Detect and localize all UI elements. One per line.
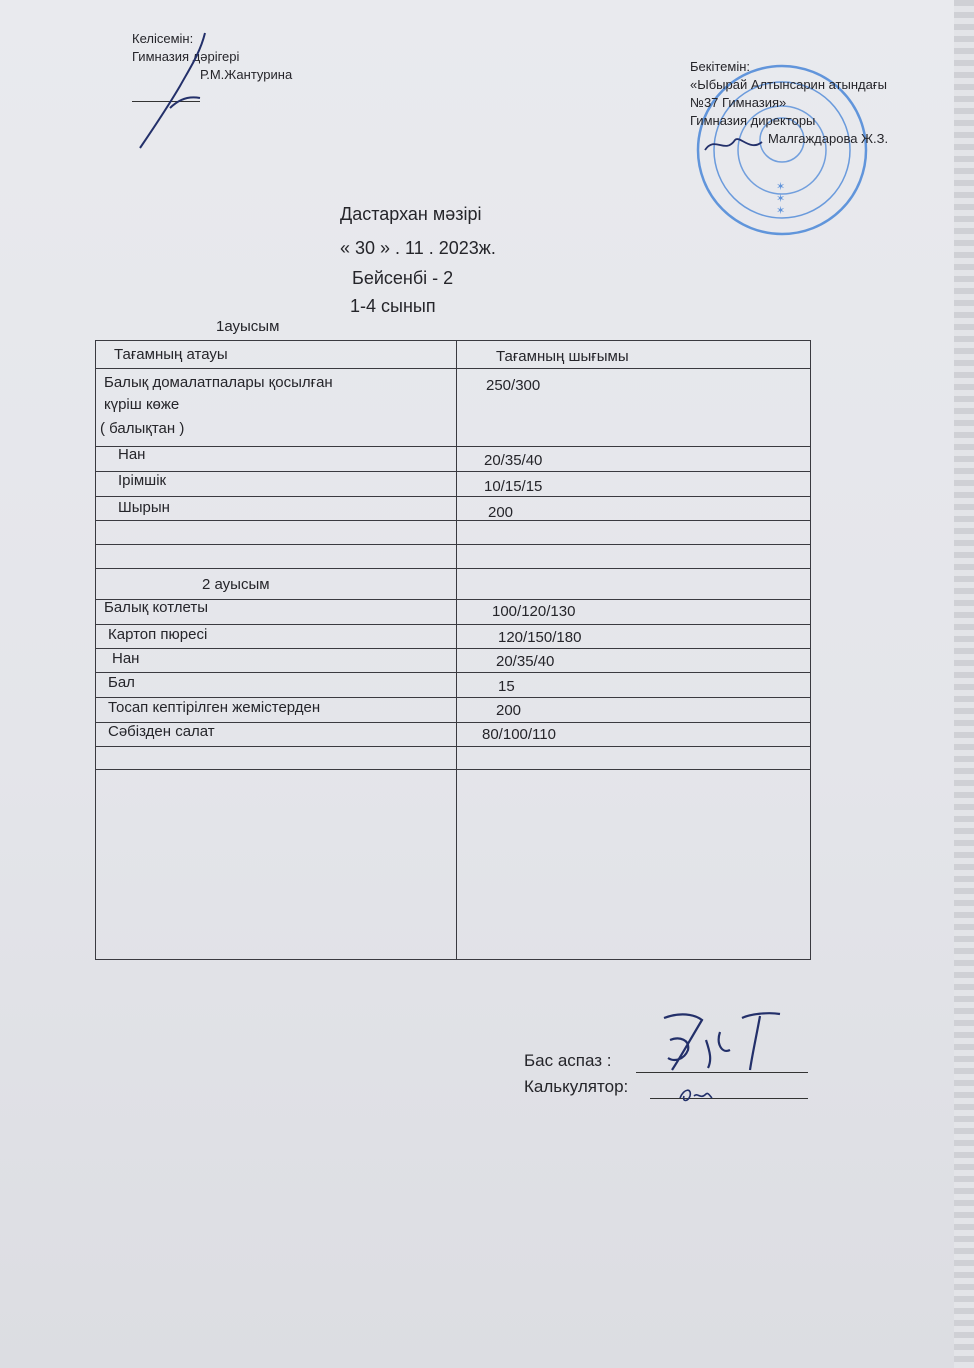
dish-yield: 15 <box>498 678 515 695</box>
dish-name: Ірімшік <box>118 472 167 489</box>
dish-yield: 100/120/130 <box>492 603 576 620</box>
column-divider <box>456 341 457 959</box>
dish-name: Картоп пюресі <box>108 626 208 643</box>
director-signature <box>700 130 770 160</box>
agreed-name: Р.М.Жантурина <box>200 67 293 82</box>
dish-name: күріш көже <box>104 396 180 413</box>
svg-text:✶: ✶ <box>776 181 786 193</box>
approved-name: Малгаждарова Ж.З. <box>768 131 889 146</box>
dish-yield: 200 <box>488 504 514 521</box>
menu-table <box>95 340 811 960</box>
svg-text:✶: ✶ <box>776 193 786 205</box>
column-header-yield: Тағамның шығымы <box>496 348 629 365</box>
menu-grades: 1-4 сынып <box>350 296 436 316</box>
dish-name: Нан <box>112 650 140 667</box>
chef-signature <box>650 1010 790 1075</box>
approved-line1: «Ыбырай Алтынсарин атындағы <box>690 77 887 92</box>
agreed-label: Келісемін: <box>132 31 194 46</box>
paper-edge <box>954 0 974 1368</box>
column-header-name: Тағамның атауы <box>114 346 228 363</box>
dish-name: Тосап кептірілген жемістерден <box>108 699 321 716</box>
dish-name: Бал <box>108 674 135 691</box>
menu-day: Бейсенбі - 2 <box>352 268 454 288</box>
chef-label: Бас аспаз : <box>524 1051 612 1070</box>
menu-title: Дастархан мәзірі <box>340 204 482 224</box>
dish-name: Балық котлеты <box>104 599 208 616</box>
dish-name: Балық домалатпалары қосылған <box>104 374 333 391</box>
approved-line3: Гимназия директоры <box>690 113 816 128</box>
shift1-label: 1ауысым <box>216 318 280 335</box>
dish-yield: 120/150/180 <box>498 629 582 646</box>
dish-yield: 20/35/40 <box>496 653 555 670</box>
calculator-signature <box>676 1084 716 1106</box>
dish-name: ( балықтан ) <box>100 420 185 437</box>
dish-yield: 250/300 <box>486 377 541 394</box>
menu-date: « 30 » . 11 . 2023ж. <box>340 238 496 258</box>
svg-text:✶: ✶ <box>776 205 786 217</box>
calculator-signature-line <box>650 1098 808 1099</box>
dish-name: Сәбізден салат <box>108 723 215 740</box>
dish-name: Шырын <box>118 499 170 516</box>
doctor-signature <box>130 28 220 158</box>
approved-label: Бекітемін: <box>690 59 750 74</box>
dish-yield: 20/35/40 <box>484 452 543 469</box>
dish-yield: 200 <box>496 702 522 719</box>
agreed-position: Гимназия дәрігері <box>132 49 240 64</box>
dish-yield: 80/100/110 <box>482 726 556 743</box>
dish-name: Нан <box>118 446 146 463</box>
calculator-label: Калькулятор: <box>524 1077 629 1096</box>
dish-yield: 10/15/15 <box>484 478 543 495</box>
shift2-label: 2 ауысым <box>202 576 270 593</box>
approved-line2: №37 Гимназия» <box>690 95 787 110</box>
